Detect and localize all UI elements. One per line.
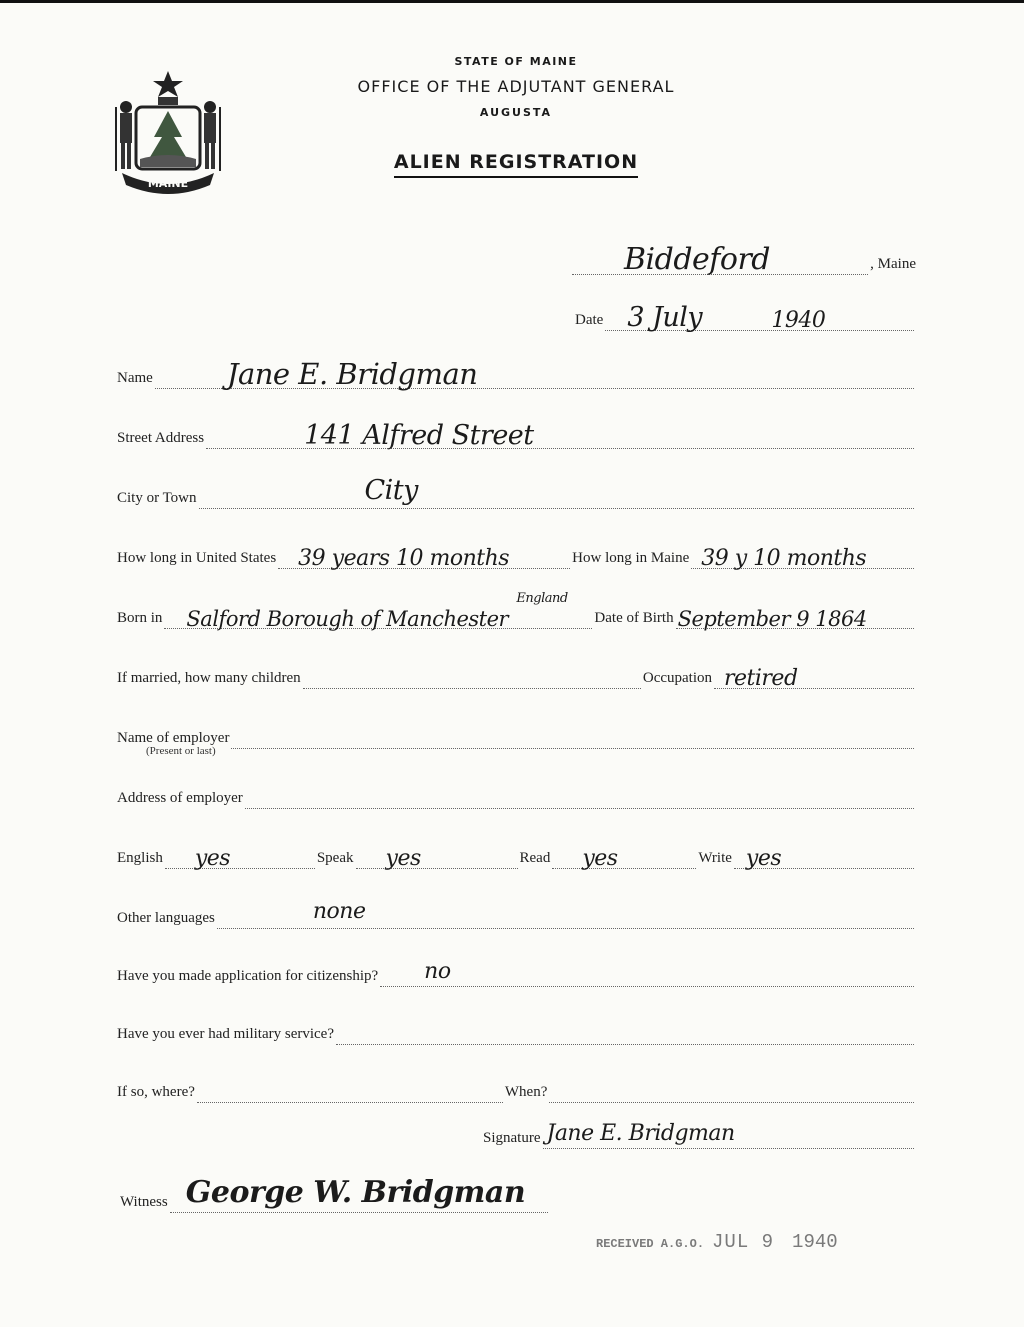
speak-field[interactable] [356, 828, 518, 869]
seal-banner-text: MAINE [147, 177, 189, 190]
citizenship-label: Have you made application for citizenship? [117, 968, 379, 984]
street-value: 141 Alfred Street [304, 420, 534, 451]
military-label: Have you ever had military service? [117, 1026, 334, 1042]
employer-label: Name of employer [117, 730, 230, 746]
stamp-received-text: RECEIVED A.G.O. [596, 1237, 705, 1251]
date-year-value: 1940 [771, 308, 826, 333]
witness-value: George W. Bridgman [185, 1175, 526, 1210]
name-field[interactable] [155, 348, 914, 389]
speak-value: yes [385, 846, 421, 871]
form-title: ALIEN REGISTRATION [394, 151, 638, 178]
dob-label: Date of Birth [594, 610, 674, 626]
place-value: Biddeford [624, 242, 771, 277]
where-label: If so, where? [117, 1084, 195, 1100]
born-in-label: Born in [117, 610, 163, 626]
street-label: Street Address [117, 430, 205, 446]
where-field[interactable] [197, 1062, 503, 1103]
language-row [117, 829, 916, 869]
english-field[interactable] [165, 828, 315, 869]
english-value: yes [194, 846, 231, 871]
name-label: Name [117, 370, 153, 386]
write-value: yes [745, 846, 782, 871]
date-label: Date [575, 312, 604, 328]
other-languages-label: Other languages [117, 910, 215, 926]
title-wrap [4, 151, 1024, 178]
employer-row [117, 709, 916, 749]
read-field[interactable] [552, 828, 696, 869]
military-field[interactable] [336, 1004, 914, 1045]
witness-label: Witness [120, 1194, 168, 1210]
born-in-value: Salford Borough of Manchester [186, 607, 509, 631]
witness-field[interactable] [170, 1172, 548, 1213]
employer-address-field[interactable] [245, 768, 914, 809]
children-occupation-row [117, 649, 916, 689]
residence-duration-row [117, 529, 916, 569]
state-heading: STATE OF MAINE [454, 55, 578, 68]
when-field[interactable] [549, 1062, 914, 1103]
children-label: If married, how many children [117, 670, 301, 686]
citizenship-row [117, 947, 916, 987]
date-field[interactable] [605, 290, 914, 331]
city-town-field[interactable] [199, 468, 914, 509]
where-when-row [117, 1063, 916, 1103]
speak-label: Speak [316, 850, 354, 866]
us-duration-label: How long in United States [117, 550, 277, 566]
english-label: English [117, 850, 163, 866]
occupation-label: Occupation [642, 670, 712, 686]
read-label: Read [519, 850, 551, 866]
other-languages-row [117, 889, 916, 929]
signature-value: Jane E. Bridgman [546, 1121, 735, 1146]
military-row [117, 1005, 916, 1045]
street-field[interactable] [206, 408, 914, 449]
dob-value: September 9 1864 [677, 607, 867, 631]
dob-field[interactable] [676, 588, 914, 629]
signature-row [483, 1109, 916, 1149]
received-stamp [596, 1231, 838, 1253]
other-languages-field[interactable] [217, 888, 914, 929]
place-suffix: , Maine [870, 256, 916, 272]
employer-sub-label: (Present or last) [146, 745, 216, 757]
birth-row [117, 589, 916, 629]
employer-address-row [117, 769, 916, 809]
city-town-label: City or Town [117, 490, 197, 506]
citizenship-value: no [424, 959, 451, 984]
employer-field[interactable] [231, 708, 914, 749]
city-town-value: City [364, 475, 418, 506]
maine-duration-field[interactable] [691, 528, 914, 569]
born-country-value: England [516, 591, 568, 606]
occupation-field[interactable] [714, 648, 914, 689]
employer-address-label: Address of employer [117, 790, 243, 806]
other-languages-value: none [312, 899, 366, 924]
when-label: When? [504, 1084, 548, 1100]
street-row [117, 409, 916, 449]
city-heading: AUGUSTA [479, 106, 553, 119]
born-in-field[interactable] [164, 588, 592, 629]
place-field[interactable] [572, 234, 868, 275]
children-field[interactable] [303, 648, 641, 689]
us-duration-value: 39 years 10 months [298, 546, 510, 571]
write-field[interactable] [734, 828, 914, 869]
name-value: Jane E. Bridgman [226, 357, 478, 391]
signature-label: Signature [483, 1130, 541, 1146]
stamp-year-text: 1940 [792, 1231, 838, 1253]
place-row [570, 235, 916, 275]
us-duration-field[interactable] [278, 528, 570, 569]
city-town-row [117, 469, 916, 509]
date-day-value: 3 July [627, 302, 703, 333]
read-value: yes [582, 846, 618, 871]
date-row [575, 291, 916, 331]
maine-duration-label: How long in Maine [572, 550, 690, 566]
occupation-value: retired [724, 666, 798, 691]
citizenship-field[interactable] [380, 946, 914, 987]
write-label: Write [698, 850, 732, 866]
maine-duration-value: 39 y 10 months [701, 546, 867, 571]
office-heading: OFFICE OF THE ADJUTANT GENERAL [357, 77, 675, 96]
name-row [117, 349, 916, 389]
stamp-date-text: JUL 9 [712, 1231, 775, 1253]
signature-field[interactable] [543, 1108, 915, 1149]
witness-row [120, 1173, 550, 1213]
